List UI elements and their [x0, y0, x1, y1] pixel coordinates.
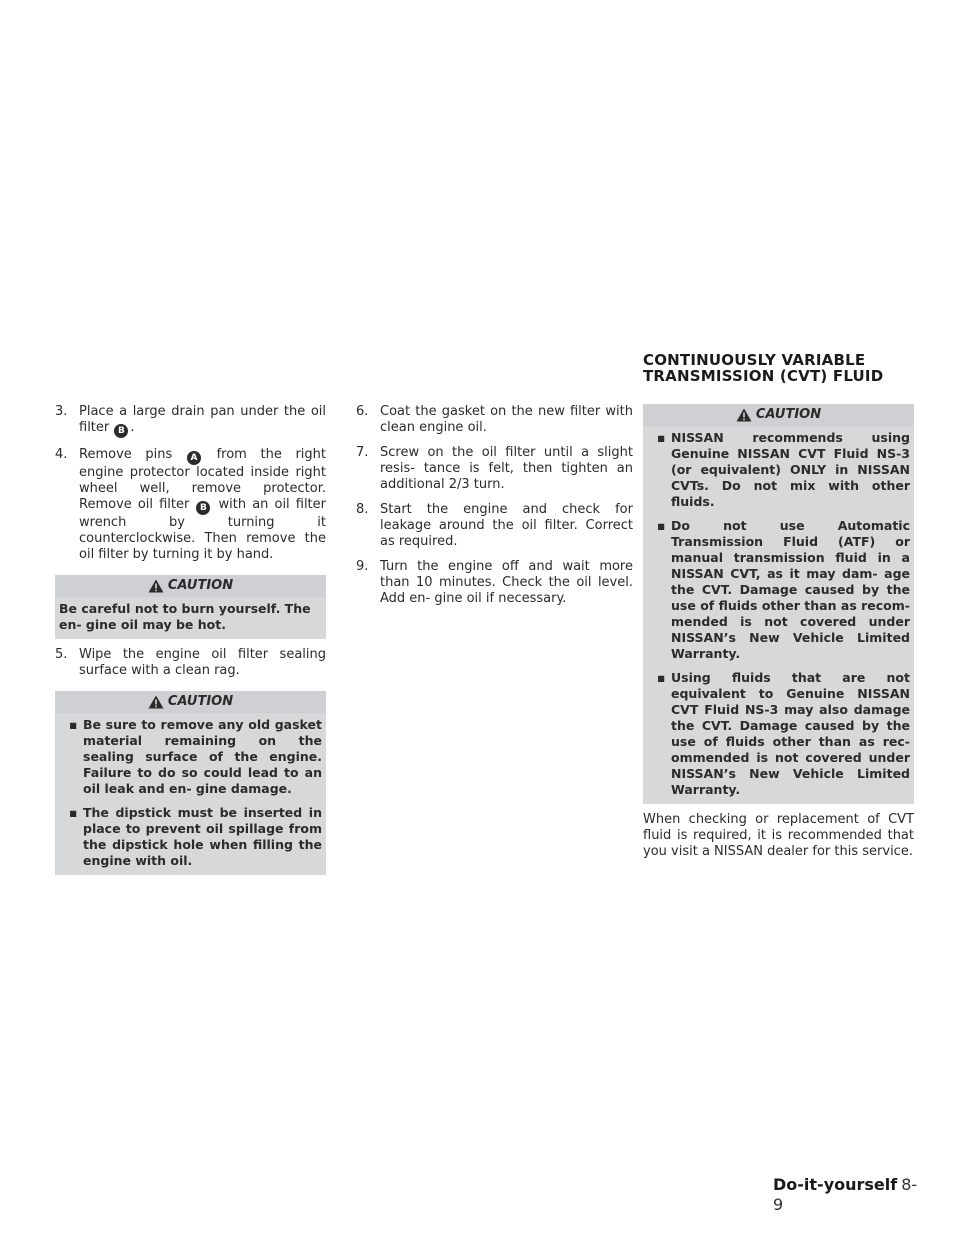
callout-b-icon: B: [114, 424, 128, 438]
step-number: 9.: [356, 559, 369, 574]
caution-title: CAUTION: [167, 578, 234, 593]
caution-item-text: Using fluids that are not equivalent to Genuine NISSAN CVT Fluid NS-3 may also damage the CVT. Damage caused by the use of fluids other than as rec- ommended is not covered under NISSAN’s New Vehicle Limited Warranty.: [671, 670, 910, 797]
step-text: Wipe the engine oil filter sealing surface with a clean rag.: [79, 647, 326, 678]
footer-section-label: Do-it-yourself: [773, 1175, 898, 1194]
step-text-end: .: [130, 420, 135, 435]
step-6: [356, 404, 633, 436]
caution-header: [55, 575, 326, 597]
section-title: [643, 352, 914, 384]
caution-item: [59, 717, 322, 797]
caution-item-text: Be sure to remove any old gasket material remaining on the sealing surface of the engine. Failure to do so could lead to an oil leak and en- gine damage.: [83, 717, 322, 796]
step-text: Coat the gasket on the new filter with clean engine oil.: [380, 404, 633, 435]
step-number: 8.: [356, 502, 369, 517]
callout-b-icon: B: [196, 501, 210, 515]
step-3: [55, 404, 326, 438]
bullet-icon: ▪: [657, 430, 666, 445]
step-text-end: with an oil filter wrench by turning it counterclockwise. Then remove the oil filter by turning it by hand.: [79, 497, 326, 562]
caution-item: [647, 518, 910, 662]
caution-title: CAUTION: [755, 407, 822, 422]
bullet-icon: ▪: [657, 670, 666, 685]
caution-text: Be careful not to burn yourself. The en- gine oil may be hot.: [59, 601, 311, 632]
caution-title: CAUTION: [167, 694, 234, 709]
caution-item: [647, 430, 910, 510]
section-title-line: TRANSMISSION (CVT) FLUID: [643, 367, 884, 385]
step-4: [55, 447, 326, 563]
step-7: [356, 445, 633, 493]
page-number: 8-9: [773, 1175, 918, 1214]
step-text-mid: from the right engine protector located inside right wheel well, remove protector. Remove oil filter: [79, 447, 327, 512]
page-footer: [773, 1175, 923, 1215]
caution-header: [55, 691, 326, 713]
caution-box-cvt: [643, 404, 914, 804]
step-number: 6.: [356, 404, 369, 419]
step-text: Turn the engine off and wait more than 10 minutes. Check the oil level. Add en- gine oil if necessary.: [380, 559, 633, 606]
step-text: Place a large drain pan under the oil filter: [79, 404, 326, 435]
right-column: [643, 352, 914, 860]
caution-header: [643, 404, 914, 426]
caution-box-burn: [55, 575, 326, 639]
bullet-icon: ▪: [657, 518, 666, 533]
warning-triangle-icon: [148, 695, 164, 709]
left-column: [55, 404, 326, 883]
bullet-icon: ▪: [69, 717, 78, 732]
step-text: Start the engine and check for leakage around the oil filter. Correct as required.: [380, 502, 633, 549]
step-number: 7.: [356, 445, 369, 460]
caution-box-gasket: [55, 691, 326, 875]
step-9: [356, 559, 633, 607]
section-title-line: CONTINUOUSLY VARIABLE: [643, 351, 866, 369]
warning-triangle-icon: [148, 579, 164, 593]
caution-item-text: The dipstick must be inserted in place to prevent oil spillage from the dipstick hole when filling the engine with oil.: [83, 805, 322, 868]
step-text: Screw on the oil filter until a slight resis- tance is felt, then tighten an additional 2/3 turn.: [380, 445, 633, 492]
step-5: [55, 647, 326, 679]
bullet-icon: ▪: [69, 805, 78, 820]
step-text: Remove pins: [79, 447, 173, 462]
step-number: 5.: [55, 647, 68, 662]
caution-item: [647, 670, 910, 798]
step-number: 3.: [55, 404, 68, 419]
caution-item-text: Do not use Automatic Transmission Fluid (ATF) or manual transmission fluid in a NISSAN CVT, as it may dam- age the CVT. Damage caused by the use of fluids other than as recom- mended is not covered under NISSAN’s New Vehicle Limited Warranty.: [671, 518, 910, 661]
step-8: [356, 502, 633, 550]
cvt-service-paragraph: When checking or replacement of CVT fluid is required, it is recommended that you visit a NISSAN dealer for this service.: [643, 812, 914, 859]
callout-a-icon: A: [187, 451, 201, 465]
caution-item: [59, 805, 322, 869]
middle-column: [356, 404, 633, 616]
caution-item-text: NISSAN recommends using Genuine NISSAN CVT Fluid NS-3 (or equivalent) ONLY in NISSAN CVTs. Do not mix with other fluids.: [671, 430, 910, 509]
warning-triangle-icon: [736, 408, 752, 422]
step-number: 4.: [55, 447, 68, 462]
